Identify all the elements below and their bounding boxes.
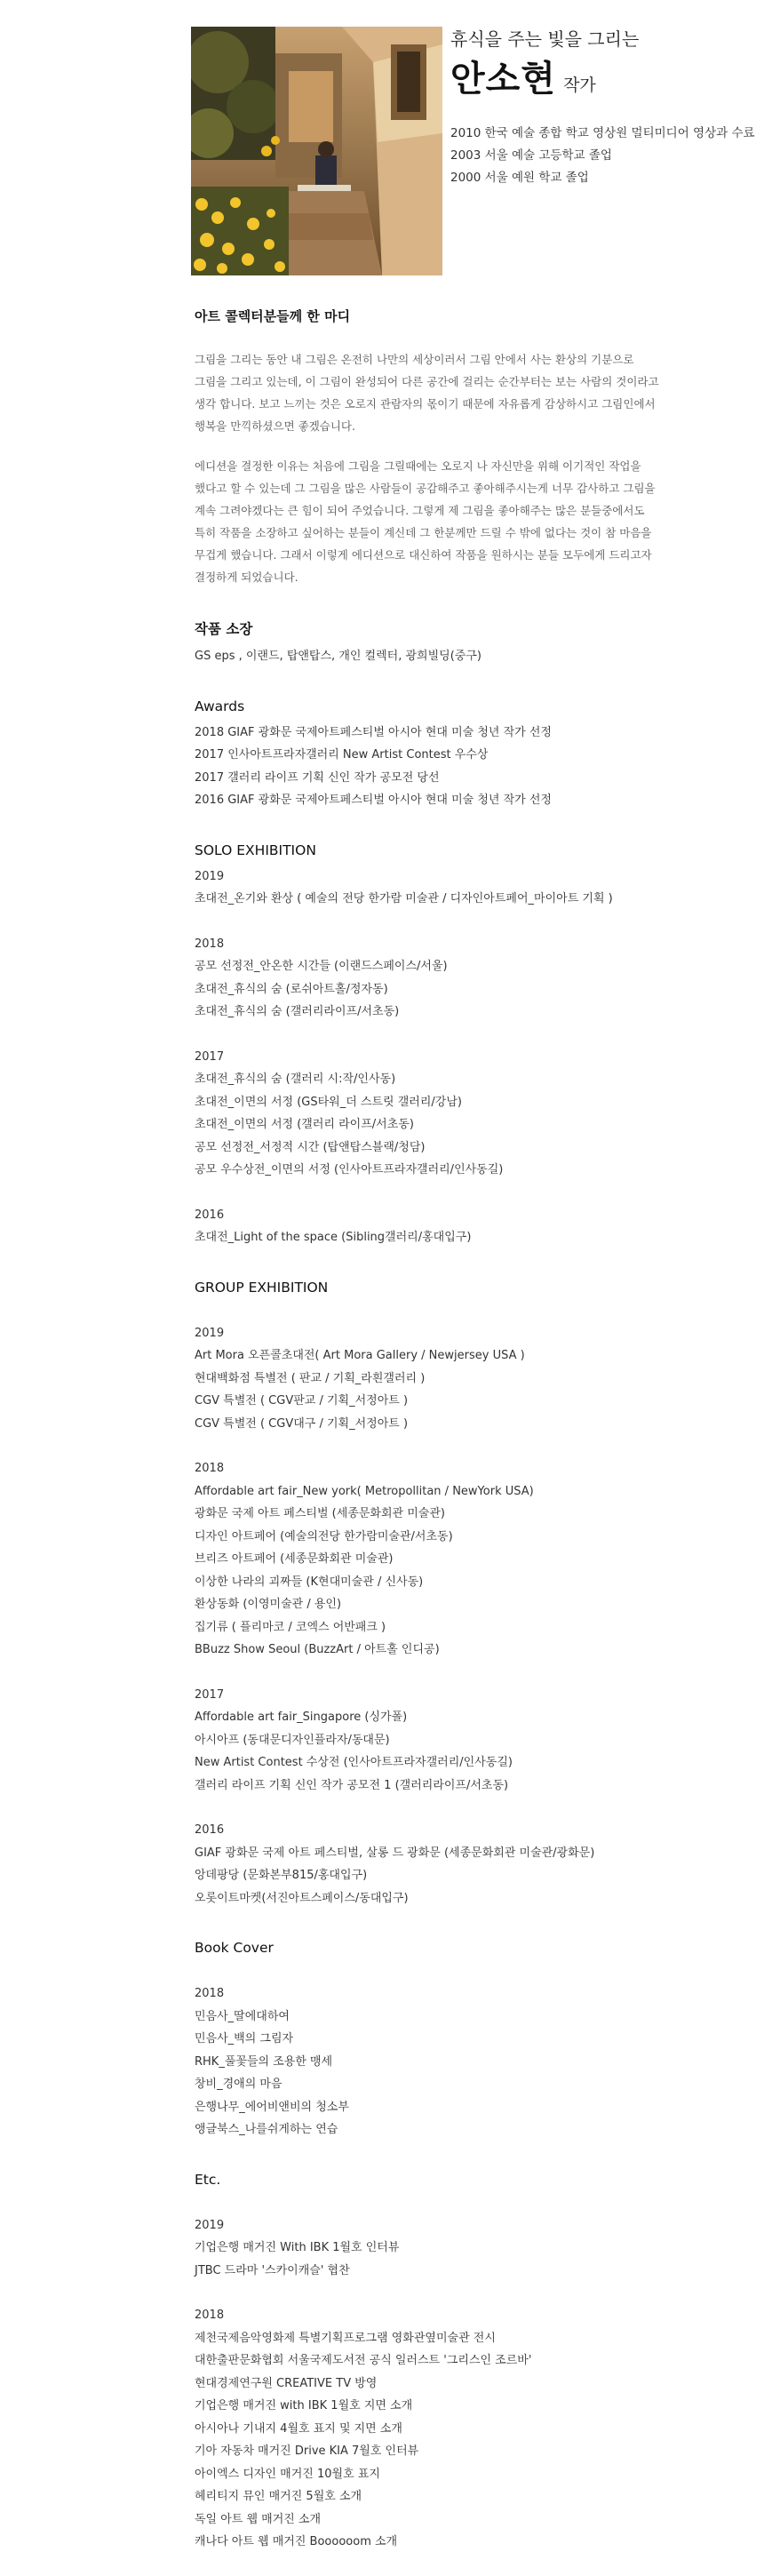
- year-group: [195, 865, 728, 911]
- entry-item: 공모 선정전_안온한 시간들 (이랜드스페이스/서울): [195, 960, 448, 973]
- year-label: 2018: [195, 937, 225, 951]
- entry-item: JTBC 드라마 '스카이캐슬' 협찬: [195, 2263, 350, 2277]
- message-paragraph: [195, 455, 728, 588]
- paragraph-line: 특히 작품을 소장하고 싶어하는 분들이 계신데 그 한분께만 드릴 수 밖에 없다는 것이 참 마음을: [195, 526, 652, 539]
- paragraph-line: 행복을 만끽하셨으면 좋겠습니다.: [195, 419, 355, 433]
- collection-item: GS eps , 이랜드, 탑앤탑스, 개인 컬렉터, 광희빌딩(중구): [195, 650, 481, 663]
- paragraph-line: 생각 합니다. 보고 느끼는 것은 오로지 관람자의 몫이기 때문에 자유롭게 감상하시고 그림인에서: [195, 397, 656, 411]
- education-item: 2003 서울 예술 고등학교 졸업: [450, 148, 612, 163]
- message-title: 아트 콜렉터분들께 한 마디: [195, 308, 351, 324]
- profile-content: [195, 307, 728, 2576]
- entry-item: 초대전_온기와 환상 ( 예술의 전당 한가람 미술관 / 디자인아트페어_마이아트 기획 ): [195, 892, 613, 905]
- entry-item: 기아 자동차 매거진 Drive KIA 7월호 인터뷰: [195, 2444, 419, 2458]
- entry-item: 이상한 나라의 괴짜들 (K현대미술관 / 신사동): [195, 1575, 424, 1589]
- entry-item: 초대전_이면의 서정 (갤러리 라이프/서초동): [195, 1118, 414, 1131]
- awards-title: Awards: [195, 698, 245, 714]
- entry-item: 헤리티지 뮤인 매거진 5월호 소개: [195, 2490, 362, 2503]
- entry-item: 현대경제연구원 CREATIVE TV 방영: [195, 2376, 378, 2390]
- year-label: 2017: [195, 1049, 225, 1064]
- entry-item: 초대전_Light of the space (Sibling갤러리/홍대입구): [195, 1231, 472, 1244]
- entry-item: RHK_풀꽃들의 조용한 맹세: [195, 2054, 333, 2069]
- year-label: 2016: [195, 1823, 225, 1837]
- entry-item: 환상동화 (이영미술관 / 용인): [195, 1598, 342, 1611]
- award-item: 2017 갤러리 라이프 기획 신인 작가 공모전 당선: [195, 770, 440, 785]
- award-item: 2018 GIAF 광화문 국제아트페스티벌 아시아 현대 미술 청년 작가 선정: [195, 725, 552, 739]
- entry-item: 갤러리 라이프 기획 신인 작가 공모전 1 (갤러리라이프/서초동): [195, 1778, 509, 1792]
- year-group: [195, 1457, 728, 1662]
- year-label: 2017: [195, 1687, 225, 1702]
- artist-intro: [450, 27, 755, 189]
- year-label: 2019: [195, 869, 225, 883]
- group-exhibition-title: GROUP EXHIBITION: [195, 1279, 329, 1296]
- year-group: [195, 2214, 728, 2283]
- year-label: 2018: [195, 1987, 225, 2000]
- entry-item: 초대전_이면의 서정 (GS타워_더 스트릿 갤러리/강남): [195, 1095, 462, 1109]
- entry-item: BBuzz Show Seoul (BuzzArt / 아트홀 인디공): [195, 1643, 440, 1656]
- entry-item: 초대전_휴식의 숨 (갤러리 시:작/인사동): [195, 1073, 396, 1086]
- cv-sections: [195, 618, 728, 2554]
- entry-item: 대한출판문화협회 서울국제도서전 공식 일러스트 '그리스인 조르바': [195, 2354, 532, 2367]
- entry-item: CGV 특별전 ( CGV대구 / 기획_서정아트 ): [195, 1416, 409, 1431]
- entry-item: 공모 우수상전_이면의 서정 (인사아트프라자갤러리/인사동길): [195, 1163, 504, 1176]
- year-group: [195, 1982, 728, 2141]
- education-item: 2000 서울 예원 학교 졸업: [450, 171, 589, 185]
- year-group: [195, 1322, 728, 1436]
- entry-item: GIAF 광화문 국제 아트 페스티벌, 살롱 드 광화문 (세종문화회관 미술관/광화문): [195, 1846, 595, 1860]
- artist-name: 안소현: [450, 59, 556, 100]
- entry-item: 민음사_백의 그림자: [195, 2032, 294, 2046]
- paragraph-line: 그림을 그리고 있는데, 이 그림이 완성되어 다른 공간에 걸리는 순간부터는 보는 사람의 것이라고: [195, 375, 659, 388]
- year-label: 2019: [195, 1326, 225, 1340]
- entry-item: Affordable art fair_New york( Metropollitan / NewYork USA): [195, 1484, 534, 1498]
- entry-item: 광화문 국제 아트 페스티벌 (세종문화회관 미술관): [195, 1507, 445, 1520]
- paragraph-line: 계속 그려야겠다는 큰 힘이 되어 주었습니다. 그렇게 제 그림을 좋아해주는 많은 분들중에서도: [195, 504, 645, 517]
- year-group: [195, 1819, 728, 1910]
- etc-title: Etc.: [195, 2171, 221, 2188]
- artist-name-suffix: 작가: [563, 76, 596, 95]
- entry-item: 앙데팡당 (문화본부815/홍대입구): [195, 1869, 368, 1882]
- entry-item: 디자인 아트페어 (예술의전당 한가람미술관/서초동): [195, 1529, 453, 1543]
- artist-tagline: 휴식을 주는 빛을 그리는: [450, 28, 640, 50]
- artist-photo: [191, 27, 442, 275]
- entry-item: 제천국제음악영화제 특별기획프로그램 영화관옆미술관 전시: [195, 2331, 496, 2345]
- solo-title: SOLO EXHIBITION: [195, 841, 316, 858]
- entry-item: 아시아나 기내지 4월호 표지 및 지면 소개: [195, 2421, 402, 2436]
- year-group: [195, 1684, 728, 1798]
- entry-item: New Artist Contest 수상전 (인사아트프라자갤러리/인사동길): [195, 1756, 513, 1769]
- year-group: [195, 1046, 728, 1182]
- year-label: 2019: [195, 2218, 225, 2232]
- year-label: 2018: [195, 2309, 225, 2322]
- message-body: [195, 348, 728, 588]
- award-item: 2017 인사아트프라자갤러리 New Artist Contest 우수상: [195, 748, 489, 762]
- paragraph-line: 했다고 할 수 있는데 그 그림을 많은 사람들이 공감해주고 좋아해주시는게 너무 감사하고 그림을: [195, 482, 656, 495]
- book-cover-title: Book Cover: [195, 1940, 274, 1956]
- entry-item: 캐나다 아트 웹 매거진 Boooooom 소개: [195, 2535, 398, 2548]
- profile-header: [191, 27, 755, 280]
- entry-item: 민음사_딸에대하여: [195, 2009, 290, 2023]
- entry-item: Affordable art fair_Singapore (싱가폴): [195, 1711, 408, 1724]
- entry-item: 은행나무_에어비앤비의 청소부: [195, 2100, 349, 2114]
- entry-item: 현대백화점 특별전 ( 판교 / 기획_라흰갤러리 ): [195, 1371, 426, 1385]
- entry-item: 아시아프 (동대문디자인플라자/동대문): [195, 1733, 390, 1747]
- entry-item: 독일 아트 웹 매거진 소개: [195, 2512, 322, 2526]
- year-group: [195, 933, 728, 1024]
- entry-item: 창비_경애의 마음: [195, 2078, 283, 2091]
- award-item: 2016 GIAF 광화문 국제아트페스티벌 아시아 현대 미술 청년 작가 선정: [195, 794, 552, 807]
- education-item: 2010 한국 예술 종합 학교 영상원 멀티미디어 영상과 수료: [450, 126, 755, 140]
- entry-item: 오롯이트마켓(서진아트스페이스/동대입구): [195, 1891, 409, 1905]
- paragraph-line: 에디션을 결정한 이유는 처음에 그림을 그릴때에는 오로지 나 자신만을 위해 이기적인 작업을: [195, 459, 641, 473]
- message-paragraph: [195, 348, 728, 437]
- paragraph-line: 그림을 그리는 동안 내 그림은 온전히 나만의 세상이러서 그림 안에서 사는 환상의 기분으로: [195, 353, 634, 366]
- year-label: 2018: [195, 1462, 225, 1475]
- entry-item: 브리즈 아트페어 (세종문화회관 미술관): [195, 1552, 394, 1566]
- paragraph-line: 무겁게 했습니다. 그래서 이렇게 에디션으로 대신하여 작품을 원하시는 분들 모두에게 드리고자: [195, 548, 652, 562]
- entry-item: 초대전_휴식의 숨 (갤러리라이프/서초동): [195, 1005, 400, 1018]
- collection-title: 작품 소장: [195, 621, 253, 637]
- artist-name-row: [450, 53, 752, 105]
- education-list: [450, 123, 755, 189]
- entry-item: 기업은행 매거진 with IBK 1월호 지면 소개: [195, 2399, 413, 2413]
- section-spacer: [195, 1963, 728, 1982]
- entry-item: 집기류 ( 플리마코 / 코엑스 어반패크 ): [195, 1620, 386, 1634]
- entry-item: 기업은행 매거진 With IBK 1월호 인터뷰: [195, 2241, 400, 2254]
- section-spacer: [195, 2195, 728, 2214]
- section-spacer: [195, 1303, 728, 1322]
- year-label: 2016: [195, 1208, 225, 1222]
- entry-item: 초대전_휴식의 숨 (로쉬아트홀/정자동): [195, 982, 388, 996]
- entry-item: 앵글북스_나를쉬게하는 연습: [195, 2123, 338, 2136]
- entry-item: Art Mora 오픈콜초대전( Art Mora Gallery / Newjersey USA ): [195, 1349, 525, 1362]
- year-group: [195, 2304, 728, 2554]
- entry-item: 공모 선정전_서정적 시간 (탑앤탑스블랙/청담): [195, 1140, 426, 1154]
- entry-item: CGV 특별전 ( CGV판교 / 기획_서정아트 ): [195, 1394, 409, 1408]
- entry-item: 아이엑스 디자인 매거진 10월호 표지: [195, 2467, 380, 2481]
- year-group: [195, 1204, 728, 1249]
- paragraph-line: 결정하게 되었습니다.: [195, 570, 298, 584]
